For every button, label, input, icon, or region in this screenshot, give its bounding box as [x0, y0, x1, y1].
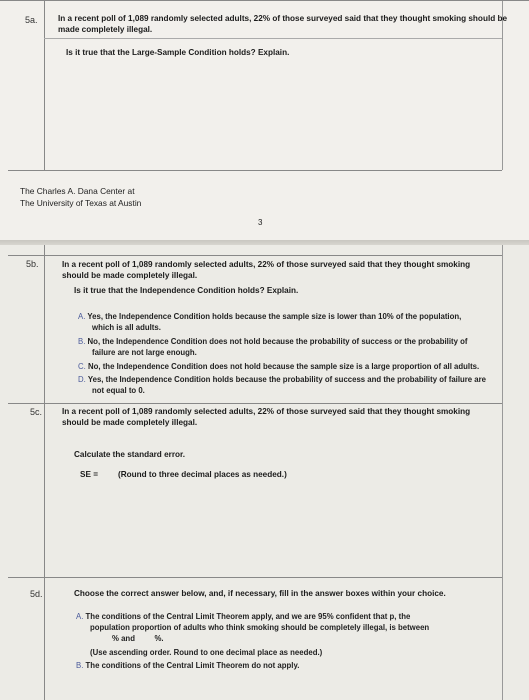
- q5b-text-line1: In a recent poll of 1,089 randomly selected adults, 22% of those surveyed said that they thought smoking: [62, 260, 471, 269]
- q5b-option-d[interactable]: [78, 375, 486, 386]
- q5a-bottom-rule: [8, 170, 502, 171]
- footer-line1: The Charles A. Dana Center at: [20, 186, 135, 196]
- option-text: Yes, the Independence Condition holds because the sample size is lower than 10% of the population,: [87, 312, 462, 321]
- option-letter: A.: [76, 612, 84, 621]
- q5d-top-rule: [8, 577, 502, 578]
- option-letter: B.: [76, 661, 84, 670]
- q5b-question: Is it true that the Independence Condition holds? Explain.: [74, 286, 299, 295]
- q5c-number: 5c.: [30, 407, 43, 417]
- q5b-option-a[interactable]: [78, 312, 461, 323]
- page-bottom: [0, 245, 529, 700]
- q5c-text-line1: In a recent poll of 1,089 randomly selected adults, 22% of those surveyed said that they thought smoking: [62, 407, 471, 416]
- q5d-number: 5d.: [30, 589, 43, 599]
- q5b-number: 5b.: [26, 259, 39, 269]
- option-text: The conditions of the Central Limit Theorem do not apply.: [85, 661, 300, 670]
- page-number: 3: [258, 218, 263, 227]
- q5b-top-rule: [8, 255, 502, 256]
- left-rule: [44, 0, 45, 170]
- q5b-option-b[interactable]: [78, 337, 467, 348]
- q5a-number: 5a.: [25, 15, 38, 25]
- q5d-option-b[interactable]: [76, 661, 299, 672]
- q5d-option-a[interactable]: [76, 612, 410, 623]
- option-letter: A.: [78, 312, 86, 321]
- q5d-option-a-line2: population proportion of adults who think smoking should be completely illegal, is between: [90, 623, 430, 632]
- q5b-option-d-line2: not equal to 0.: [92, 386, 145, 395]
- q5b-option-a-line2: which is all adults.: [92, 323, 161, 332]
- se-label: SE =: [80, 470, 98, 479]
- option-text: The conditions of the Central Limit Theorem apply, and we are 95% confident that p, the: [85, 612, 411, 621]
- q5b-option-b-line2: failure are not large enough.: [92, 348, 197, 357]
- left-rule: [44, 245, 45, 700]
- footer-line2: The University of Texas at Austin: [20, 198, 142, 208]
- q5d-instruction: Choose the correct answer below, and, if necessary, fill in the answer boxes within your choice.: [74, 589, 446, 598]
- option-letter: C.: [78, 362, 86, 371]
- q5d-option-a-line3: % and %.: [112, 634, 164, 643]
- q5a-divider: [44, 38, 502, 39]
- right-rule: [502, 245, 503, 700]
- q5a-question: Is it true that the Large-Sample Condition holds? Explain.: [66, 48, 290, 57]
- top-rule: [0, 0, 529, 1]
- q5c-instruction: Calculate the standard error.: [74, 450, 186, 459]
- option-text: No, the Independence Condition does not hold because the probability of success or the probability of: [87, 337, 468, 346]
- se-hint: (Round to three decimal places as needed.): [118, 470, 287, 479]
- option-letter: D.: [78, 375, 86, 384]
- q5b-text-line2: should be made completely illegal.: [62, 271, 198, 280]
- q5d-option-a-line4: (Use ascending order. Round to one decimal place as needed.): [90, 648, 323, 657]
- option-text: Yes, the Independence Condition holds because the probability of success and the probability of failure are: [87, 375, 486, 384]
- q5a-text-line1: In a recent poll of 1,089 randomly selected adults, 22% of those surveyed said that they thought smoking should be: [58, 14, 508, 23]
- q5a-text-line2: made completely illegal.: [58, 25, 153, 34]
- q5c-top-rule: [8, 403, 502, 404]
- option-text: No, the Independence Condition does not hold because the sample size is a large proportion of all adults.: [87, 362, 480, 371]
- option-letter: B.: [78, 337, 86, 346]
- q5b-option-c[interactable]: [78, 362, 479, 373]
- page-top: [0, 0, 529, 245]
- q5c-text-line2: should be made completely illegal.: [62, 418, 198, 427]
- right-rule: [502, 0, 503, 170]
